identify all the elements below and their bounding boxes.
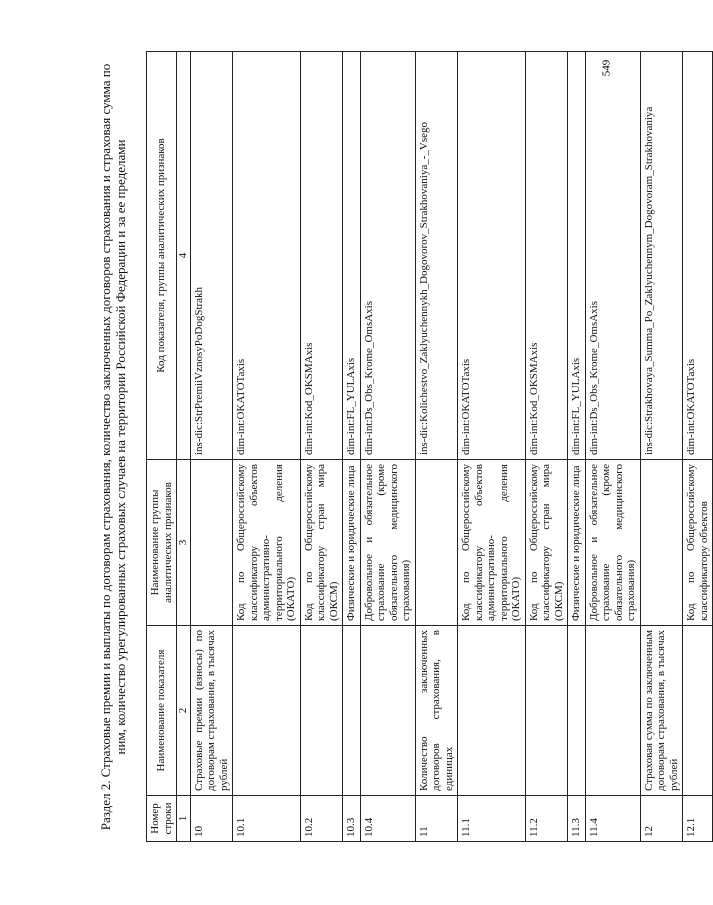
group-name-cell: Физические и юридические лица bbox=[568, 460, 586, 626]
row-number-cell: 10 bbox=[190, 796, 233, 842]
row-number-cell: 10.3 bbox=[343, 796, 361, 842]
indicator-code-cell: ins-dic:Kolichestvo_Zaklyuchennykh_Dogovorov_Strakhovaniya_-_Vsego bbox=[415, 52, 458, 460]
group-name-cell: Код по Общероссийскому классификатору объектов административно-территориального деления (ОКАТО) bbox=[458, 460, 526, 626]
indicator-table bbox=[146, 51, 713, 842]
group-name-cell: Добровольное и обязательное страхование (кроме обязательного медицинского страхования) bbox=[360, 460, 415, 626]
group-name-cell: Код по Общероссийскому классификатору стран мира (ОКСМ) bbox=[300, 460, 343, 626]
indicator-code-cell: dim-int:Ds_Obs_Krome_OmsAxis bbox=[360, 52, 415, 460]
indicator-name-cell bbox=[233, 626, 301, 796]
table-row bbox=[640, 52, 683, 842]
group-name-cell: Код по Общероссийскому классификатору объектов bbox=[683, 460, 713, 626]
group-name-cell: Добровольное и обязательное страхование (кроме обязательного медицинского страхования) bbox=[585, 460, 640, 626]
table-row bbox=[525, 52, 568, 842]
group-name-cell bbox=[415, 460, 458, 626]
row-number-cell: 12 bbox=[640, 796, 683, 842]
header-row bbox=[147, 52, 177, 842]
table-row bbox=[585, 52, 640, 842]
indicator-name-cell: Страховые премии (взносы) по договорам страхования, в тысячах рублей bbox=[190, 626, 233, 796]
header-cell: Наименование группы аналитических признаков bbox=[147, 460, 177, 626]
row-number-cell: 11.2 bbox=[525, 796, 568, 842]
indicator-name-cell: Страховая сумма по заключенным договорам страхования, в тысячах рублей bbox=[640, 626, 683, 796]
indicator-code-cell: ins-dic:Strakhovaya_Summa_Po_Zaklyuchennym_Dogovoram_Strakhovaniya bbox=[640, 52, 683, 460]
rotated-content bbox=[98, 52, 710, 842]
indicator-code-cell: dim-int:FL_YULAxis bbox=[568, 52, 586, 460]
row-number-cell: 12.1 bbox=[683, 796, 713, 842]
row-number-cell: 11.1 bbox=[458, 796, 526, 842]
table-row bbox=[458, 52, 526, 842]
table-body bbox=[190, 52, 713, 842]
table-row bbox=[300, 52, 343, 842]
row-number-cell: 10.4 bbox=[360, 796, 415, 842]
header-cell: Номер строки bbox=[147, 796, 177, 842]
row-number-cell: 11.3 bbox=[568, 796, 586, 842]
row-number-cell: 11 bbox=[415, 796, 458, 842]
table-row bbox=[233, 52, 301, 842]
table-row bbox=[683, 52, 713, 842]
column-number: 1 bbox=[177, 796, 191, 842]
indicator-name-cell bbox=[343, 626, 361, 796]
table-row bbox=[343, 52, 361, 842]
page-number: 549 bbox=[600, 59, 613, 77]
indicator-name-cell bbox=[458, 626, 526, 796]
table-row bbox=[415, 52, 458, 842]
table-row bbox=[360, 52, 415, 842]
column-number: 4 bbox=[177, 52, 191, 460]
column-number-row bbox=[177, 52, 191, 842]
group-name-cell: Физические и юридические лица bbox=[343, 460, 361, 626]
row-number-cell: 10.1 bbox=[233, 796, 301, 842]
indicator-code-cell: dim-int:Kod_OKSMAxis bbox=[525, 52, 568, 460]
group-name-cell bbox=[190, 460, 233, 626]
indicator-code-cell: dim-int:OKATOTaxis bbox=[458, 52, 526, 460]
indicator-name-cell bbox=[585, 626, 640, 796]
header-cell: Наименование показателя bbox=[147, 626, 177, 796]
indicator-name-cell bbox=[300, 626, 343, 796]
indicator-name-cell bbox=[683, 626, 713, 796]
row-number-cell: 10.2 bbox=[300, 796, 343, 842]
indicator-name-cell bbox=[360, 626, 415, 796]
indicator-code-cell: ins-dic:StrPremiiVznosyPoDogStrakh bbox=[190, 52, 233, 460]
indicator-name-cell bbox=[568, 626, 586, 796]
indicator-code-cell: dim-int:Ds_Obs_Krome_OmsAxis bbox=[585, 52, 640, 460]
indicator-name-cell: Количество заключенных договоров страхования, в единицах bbox=[415, 626, 458, 796]
row-number-cell: 11.4 bbox=[585, 796, 640, 842]
table-row bbox=[190, 52, 233, 842]
table-row bbox=[568, 52, 586, 842]
column-number: 2 bbox=[177, 626, 191, 796]
indicator-code-cell: dim-int:OKATOTaxis bbox=[683, 52, 713, 460]
indicator-code-cell: dim-int:FL_YULAxis bbox=[343, 52, 361, 460]
section-title: Раздел 2. Страховые премии и выплаты по договорам страхования, количество заключенных договоров страхования и страховая сумма по ним, количество урегулированных страховых случаев на территории Российской Федерации и за ее пределами bbox=[98, 63, 128, 831]
indicator-code-cell: dim-int:OKATOTaxis bbox=[233, 52, 301, 460]
indicator-code-cell: dim-int:Kod_OKSMAxis bbox=[300, 52, 343, 460]
column-number: 3 bbox=[177, 460, 191, 626]
group-name-cell: Код по Общероссийскому классификатору объектов административно-территориального деления (ОКАТО) bbox=[233, 460, 301, 626]
header-cell: Код показателя, группы аналитических признаков bbox=[147, 52, 177, 460]
indicator-name-cell bbox=[525, 626, 568, 796]
group-name-cell bbox=[640, 460, 683, 626]
group-name-cell: Код по Общероссийскому классификатору стран мира (ОКСМ) bbox=[525, 460, 568, 626]
